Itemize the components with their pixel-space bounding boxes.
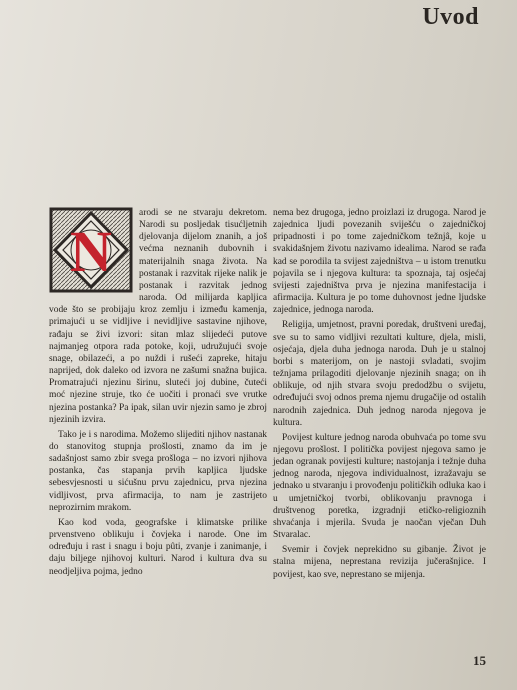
left-column	[49, 207, 267, 581]
paragraph: Kao kod voda, geografske i klimatske prilike prvenstveno oblikuju i čovjeka i narode. One im određuju i rast i snagu i boju pûti, zvanje i zanimanje, i daju biljege njihovoj kulturi. Narod i kultura dva su neodjeljiva pojma, jedno	[49, 517, 267, 577]
drop-cap-initial	[49, 207, 133, 293]
svg-text:N: N	[70, 219, 112, 284]
paragraph: Povijest kulture jednog naroda obuhvaća po tome svu njegovu prošlost. I politička povijest njegova samo je jedan ogranak povijesti kulture; nastojanja i težnje duha jednog naroda, njegova individualnost, izražavaju se jednako u stvaranju i provođenju političkih odluka kao i u umjetničkoj tvorbi, oblikovanju pravnoga i društvenog poretka, izgradnji etičko-religioznih shvaćanja i mjerila. Svuda je naočan vječan Duh Stvaralac.	[273, 432, 486, 541]
paragraph: Tako je i s narodima. Možemo slijediti njihov nastanak do stanovitog stupnja prošlosti, znamo da im je sadašnjost samo zbir svega prošloga – no izvori njihova postanka, čas stapanja prvih kapljica ljudske sebesvjesnosti u sićušnu prvu zajednicu, prva njezina vidljivost, prva afirmacija, to nam je zastrijeto neprozirnim mrakom.	[49, 429, 267, 513]
paragraph: Svemir i čovjek neprekidno su gibanje. Život je stalna mijena, neprestana revizija jučerašnjice. I povijest, kao sve, neprestano se mijenja.	[273, 545, 486, 580]
paragraph: nema bez drugoga, jedno proizlazi iz drugoga. Narod je zajednica ljudi povezanih sviješću o zajedničkoj pripadnosti i po tome zajedničkom težnjâ, koje u svakidašnjem životu nazivamo idealima. Narod se rađa kad se porodila ta svijest zajedništva – u istom trenutku pojavila se i njegova kultura: ta spoznaja, taj osjećaj svijesti zajedništva prva je njezina manifestacija i afirmacija. Kultura je po tome duhovnost jedne ljudske zajednice, jednoga naroda.	[273, 208, 486, 316]
right-column	[273, 207, 486, 584]
paragraph: Religija, umjetnost, pravni poredak, društveni uređaj, sve su to samo vidljivi rezultati kulture, djela, misli, osjećaja, djela duha jednoga naroda. Duh je u stalnoj borbi s materijom, on je nastoji svladati, svojim težnjama prilagoditi djelovanje njezinih snaga; on ih oblikuje, od njih stvara svoju predodžbu o svijetu, određujući svoj odnos prema njemu drugačije od ostalih narodnih zajednica. Duh jednog naroda njegova je kultura.	[273, 320, 486, 428]
page-title: Uvod	[422, 4, 479, 30]
ornament-frame-icon	[49, 207, 133, 293]
page-number: 15	[473, 653, 486, 668]
paragraph: arodi se ne stvaraju dekretom. Narodi su posljedak tisućljetnih djelovanja dijelom znanih, a još većma neznanih dubovnih i materijalnih snaga života. Na postanak i razvitak rijeke nalik je postanak i razvitak jednog naroda. Od milijarda kapljica vode što se probijaju kroz zemlju i između kamenja, primajući u se vidljive i nevidljive sastavine njihove, rađaju se živi izvori: sitan mlaz slijedeći putove najmanjeg otpora rada potoke, koji, udružujući svoje snage, obilazeći, a po nuždi i rušeći zapreke, hitaju naprijed, dok daleko od izvora ne zašumi snažna bujica. Promatrajući njezinu širinu, sluteći joj dubine, čuteći moć njezine struje, tko će uočiti i pronaći sve vrutke njezina postanka? Pa ipak, silan uvir njezin samo je zbroj njezinih izvira.	[49, 208, 267, 425]
